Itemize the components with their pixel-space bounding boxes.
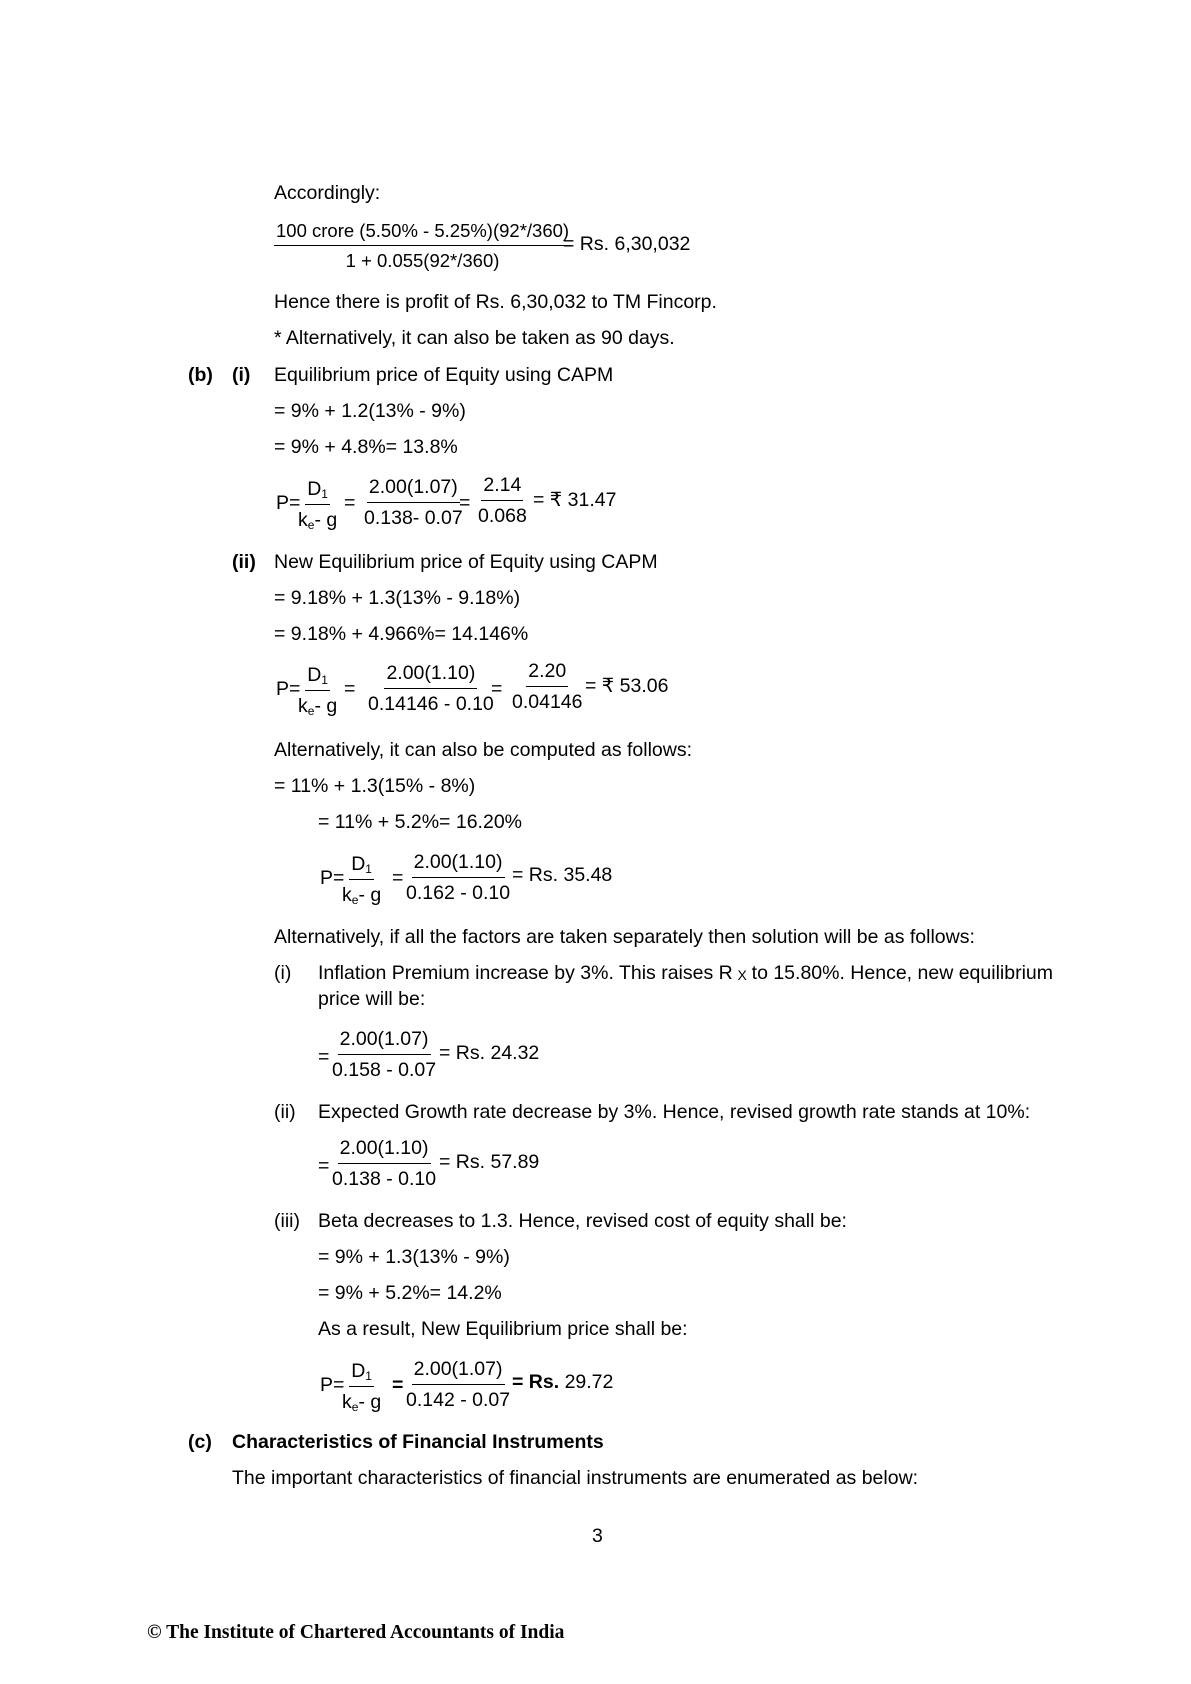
heading-b-ii: New Equilibrium price of Equity using CAPM xyxy=(274,551,658,573)
text-alt2-i: Inflation Premium increase by 3%. This raises R $_X$ to 15.80%. Hence, new equilibrium xyxy=(318,962,1053,984)
equals-sign: = xyxy=(318,1046,330,1068)
footer-copyright: © The Institute of Chartered Accountants of India xyxy=(147,1622,565,1643)
fraction-b-ii-3: $\frac{2.20}{0.04146}$ xyxy=(512,660,583,713)
text-accordingly: Accordingly: xyxy=(274,182,381,204)
label-alt2-iii: (iii) xyxy=(274,1210,300,1232)
text-footnote: * Alternatively, it can also be taken as 90 days. xyxy=(274,327,675,349)
fraction-alt1: $\frac{2.00(1.10)}{0.162 - 0.10}$ xyxy=(406,851,511,904)
equals-sign: = xyxy=(459,492,471,514)
formula-result: = Rs. 6,30,032 xyxy=(563,233,691,255)
fraction-profit xyxy=(274,222,571,270)
symbol-p: P= xyxy=(320,1374,345,1396)
fraction-alt2-i: $\frac{2.00(1.07)}{0.158 - 0.07}$ xyxy=(332,1028,437,1081)
heading-c: Characteristics of Financial Instruments xyxy=(232,1431,604,1453)
label-c: (c) xyxy=(188,1431,212,1453)
line-alt2-iii-2: = 9% + 5.2%= 14.2% xyxy=(318,1282,502,1304)
fraction-denominator: $k_e-$ g xyxy=(298,509,338,532)
label-b: (b) xyxy=(188,364,213,386)
text-alt2-ii: Expected Growth rate decrease by 3%. Hence, revised growth rate stands at 10%: xyxy=(318,1101,1031,1123)
result-b-i: = ₹ 31.47 xyxy=(533,489,617,511)
fraction-numerator: $D_1$ xyxy=(305,480,330,505)
fraction-d1-ke-g: $\frac{D_1}{k_e- g}$ xyxy=(342,1360,382,1414)
result-b-ii: = ₹ 53.06 xyxy=(585,675,669,697)
fraction-b-ii-2: $\frac{2.00(1.10)}{0.14146 - 0.10}$ xyxy=(368,662,494,715)
fraction-alt2-iii: $\frac{2.00(1.07)}{0.142 - 0.07}$ xyxy=(406,1358,511,1411)
text-alt2-iii: Beta decreases to 1.3. Hence, revised cost of equity shall be: xyxy=(318,1210,847,1232)
fraction-numerator: 100 crore (5.50% - 5.25%)(92*/360) xyxy=(274,222,571,246)
equals-sign: = xyxy=(392,867,404,889)
result-alt1: = Rs. 35.48 xyxy=(512,864,613,886)
heading-b-i: Equilibrium price of Equity using CAPM xyxy=(274,364,614,386)
equals-sign: = xyxy=(318,1155,330,1177)
fraction-d1-ke-g: $\frac{D_1}{k_e- g}$ xyxy=(298,664,338,718)
equals-sign: = xyxy=(491,678,503,700)
symbol-p: P= xyxy=(276,492,301,514)
text-alt1-intro: Alternatively, it can also be computed as follows: xyxy=(274,739,693,761)
text-alt2-i-cont: price will be: xyxy=(318,988,426,1010)
label-alt2-i: (i) xyxy=(274,962,292,984)
text-profit: Hence there is profit of Rs. 6,30,032 to TM Fincorp. xyxy=(274,291,717,313)
result-alt2-i: = Rs. 24.32 xyxy=(439,1042,540,1064)
label-b-ii: (ii) xyxy=(232,551,256,573)
text-alt2-intro: Alternatively, if all the factors are taken separately then solution will be as follows: xyxy=(274,926,975,948)
fraction-alt2-ii: $\frac{2.00(1.10)}{0.138 - 0.10}$ xyxy=(332,1137,437,1190)
fraction-b-i-2: $\frac{2.00(1.07)}{0.138- 0.07}$ xyxy=(364,476,463,529)
page-number: 3 xyxy=(592,1525,603,1547)
text-c: The important characteristics of financial instruments are enumerated as below: xyxy=(232,1467,919,1489)
result-alt2-iii: = Rs. 29.72 xyxy=(512,1371,614,1393)
line-b-i-2: = 9% + 4.8%= 13.8% xyxy=(274,436,458,458)
fraction-b-i-3: $\frac{2.14}{0.068}$ xyxy=(478,474,527,527)
fraction-denominator: 1 + 0.055(92*/360) xyxy=(345,249,500,271)
line-b-ii-1: = 9.18% + 1.3(13% - 9.18%) xyxy=(274,587,521,609)
symbol-p: P= xyxy=(320,867,345,889)
label-alt2-ii: (ii) xyxy=(274,1101,296,1123)
line-alt1-1: = 11% + 1.3(15% - 8%) xyxy=(274,775,476,797)
line-alt2-iii-1: = 9% + 1.3(13% - 9%) xyxy=(318,1246,510,1268)
fraction-d1-ke-g: $\frac{D_1}{k_e- g}$ xyxy=(342,853,382,907)
equals-sign: = xyxy=(344,678,356,700)
line-b-ii-2: = 9.18% + 4.966%= 14.146% xyxy=(274,623,529,645)
label-b-i: (i) xyxy=(232,364,251,386)
fraction-d1-ke-g xyxy=(298,480,337,531)
line-b-i-1: = 9% + 1.2(13% - 9%) xyxy=(274,400,466,422)
line-alt2-iii-3: As a result, New Equilibrium price shall be: xyxy=(318,1318,688,1340)
equals-sign: = xyxy=(344,492,356,514)
equals-sign: = xyxy=(392,1374,404,1396)
symbol-p: P= xyxy=(276,678,301,700)
line-alt1-2: = 11% + 5.2%= 16.20% xyxy=(318,811,522,833)
result-alt2-ii: = Rs. 57.89 xyxy=(439,1151,540,1173)
